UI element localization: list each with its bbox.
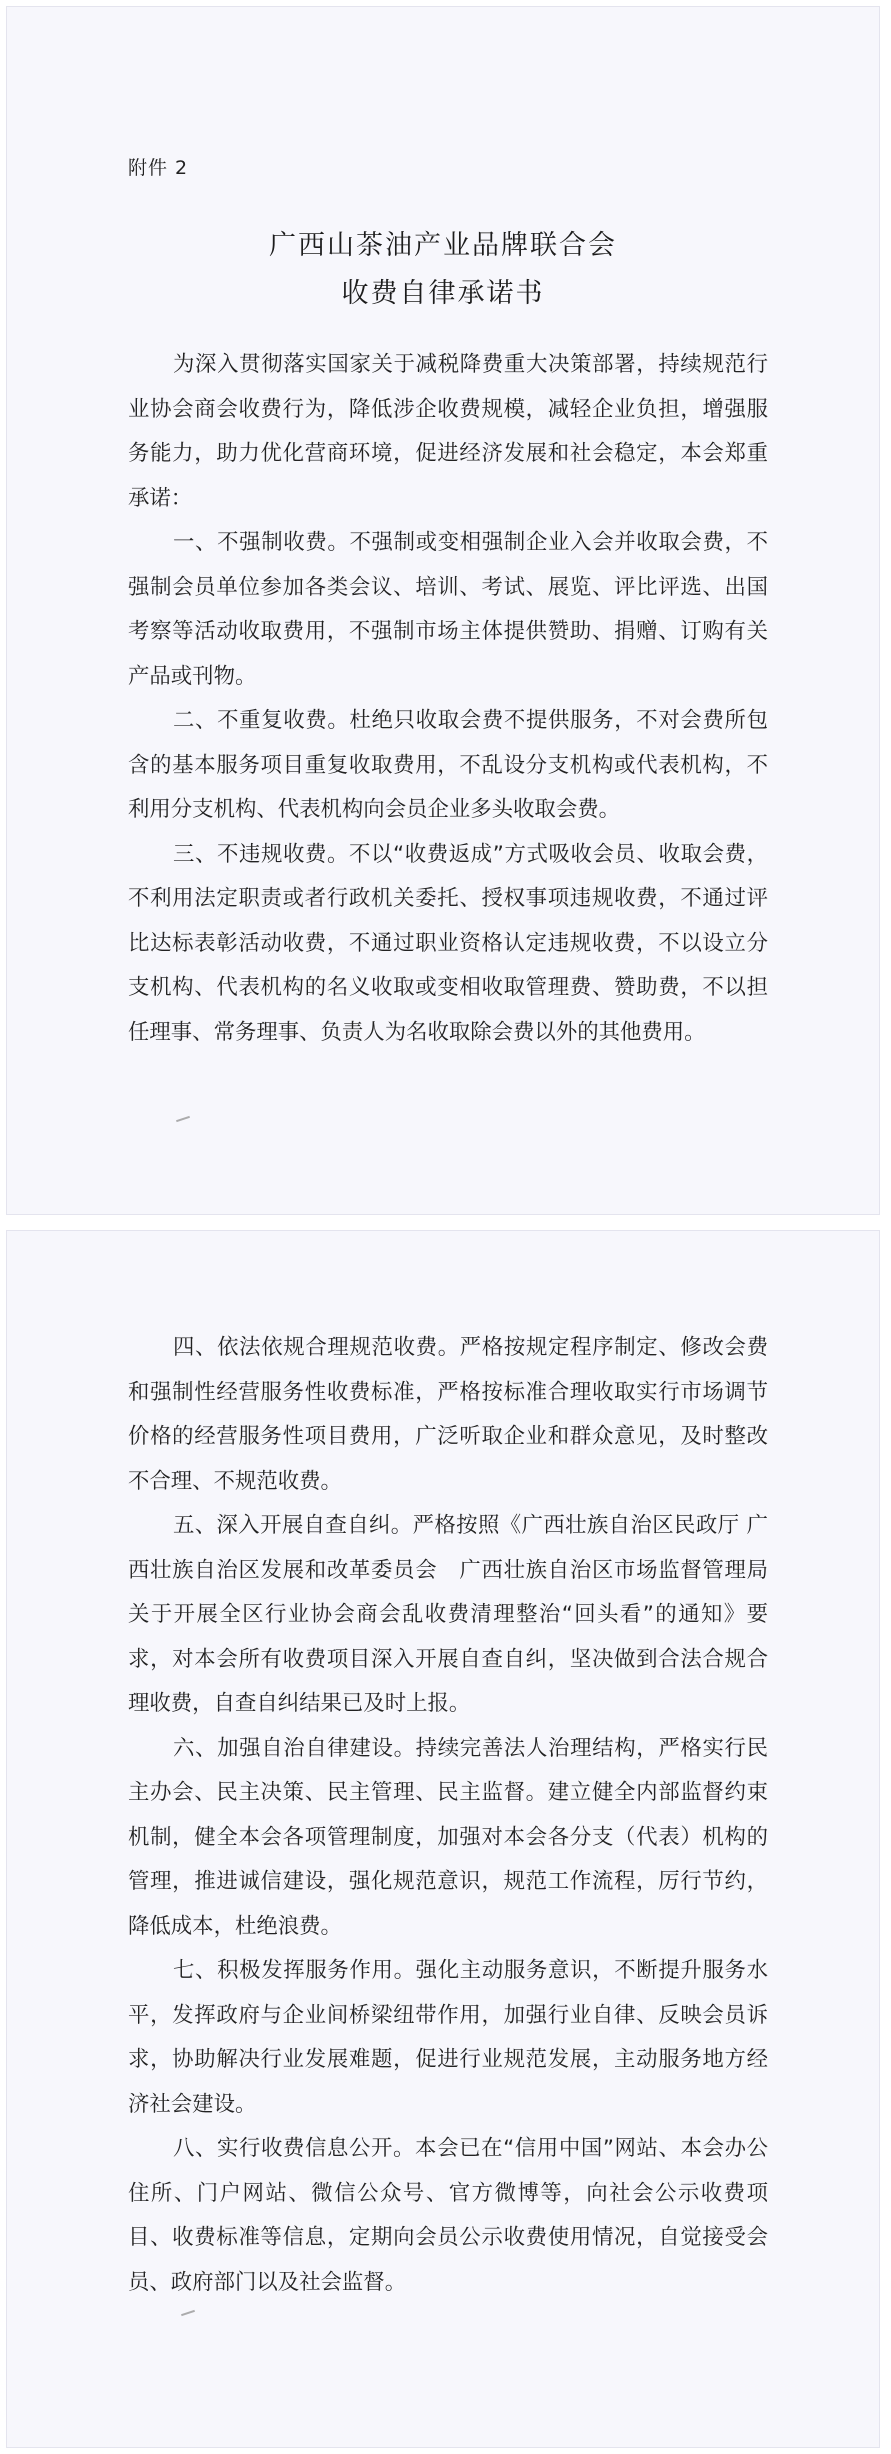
paragraph-intro: 为深入贯彻落实国家关于减税降费重大决策部署，持续规范行业协会商会收费行为，降低涉企收费规模，减轻企业负担，增强服务能力，助力优化营商环境，促进经济发展和社会稳定，本会郑重承诺： bbox=[128, 352, 768, 511]
document-page-1 bbox=[6, 6, 880, 1215]
attachment-label: 附件 2 bbox=[128, 157, 189, 179]
paragraph-clause-6: 六、加强自治自律建设。持续完善法人治理结构，严格实行民主办会、民主决策、民主管理、民主监督。建立健全内部监督约束机制，健全本会各项管理制度，加强对本会各分支（代表）机构的管理，推进诚信建设，强化规范意识，规范工作流程，厉行节约，降低成本，杜绝浪费。 bbox=[128, 1735, 768, 1939]
paragraph-clause-8: 八、实行收费信息公开。本会已在“信用中国”网站、本会办公住所、门户网站、微信公众号、官方微博等，向社会公示收费项目、收费标准等信息，定期向会员公示收费使用情况，自觉接受会员、政府部门以及社会监督。 bbox=[128, 2136, 768, 2295]
paragraph-clause-5: 五、深入开展自查自纠。严格按照《广西壮族自治区民政厅 广西壮族自治区发展和改革委员会 广西壮族自治区市场监督管理局关于开展全区行业协会商会乱收费清理整治“回头看”的通知》要求，对本会所有收费项目深入开展自查自纠，坚决做到合法合规合理收费，自查自纠结果已及时上报。 bbox=[128, 1513, 768, 1716]
document-title: 广西山茶油产业品牌联合会 bbox=[269, 230, 617, 261]
scan-mark bbox=[176, 1116, 190, 1122]
page-1-body bbox=[6, 343, 880, 1055]
scan-mark bbox=[181, 2310, 195, 2316]
paragraph-clause-7: 七、积极发挥服务作用。强化主动服务意识，不断提升服务水平，发挥政府与企业间桥梁纽带作用，加强行业自律、反映会员诉求，协助解决行业发展难题，促进行业规范发展，主动服务地方经济社会建设。 bbox=[128, 1958, 768, 2117]
page-2-body bbox=[6, 1326, 880, 2305]
paragraph-clause-4: 四、依法依规合理规范收费。严格按规定程序制定、修改会费和强制性经营服务性收费标准，严格按标准合理收取实行市场调节价格的经营服务性项目费用，广泛听取企业和群众意见，及时整改不合理、不规范收费。 bbox=[128, 1335, 768, 1494]
document-page-2 bbox=[6, 1230, 880, 2448]
paragraph-clause-3: 三、不违规收费。不以“收费返成”方式吸收会员、收取会费，不利用法定职责或者行政机关委托、授权事项违规收费，不通过评比达标表彰活动收费，不通过职业资格认定违规收费，不以设立分支机构、代表机构的名义收取或变相收取管理费、赞助费，不以担任理事、常务理事、负责人为名收取除会费以外的其他费用。 bbox=[128, 841, 768, 1045]
paragraph-clause-2: 二、不重复收费。杜绝只收取会费不提供服务，不对会费所包含的基本服务项目重复收取费用，不乱设分支机构或代表机构，不利用分支机构、代表机构向会员企业多头收取会费。 bbox=[128, 708, 768, 822]
paragraph-clause-1: 一、不强制收费。不强制或变相强制企业入会并收取会费，不强制会员单位参加各类会议、培训、考试、展览、评比评选、出国考察等活动收取费用，不强制市场主体提供赞助、捐赠、订购有关产品或刊物。 bbox=[128, 530, 768, 689]
document-subtitle: 收费自律承诺书 bbox=[341, 278, 545, 309]
